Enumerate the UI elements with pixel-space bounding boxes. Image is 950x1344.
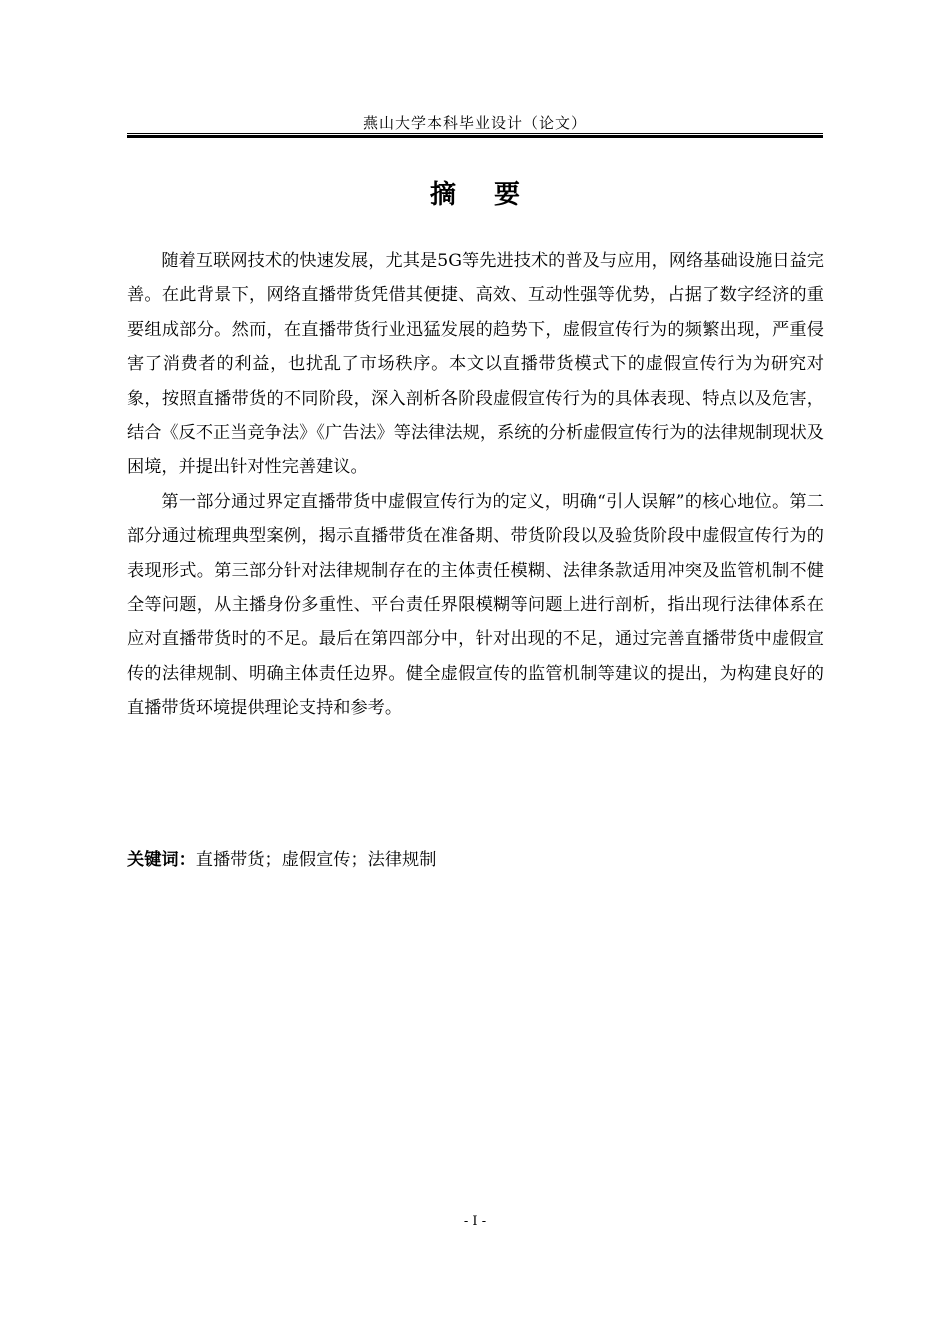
keywords-label: 关键词： xyxy=(127,850,196,870)
keywords-line xyxy=(127,845,824,875)
running-header: 燕山大学本科毕业设计（论文） xyxy=(362,114,587,132)
abstract-title-char-1: 摘 xyxy=(429,180,456,210)
keywords-value: 直播带货；虚假宣传；法律规制 xyxy=(195,850,437,870)
page-number: - I - xyxy=(463,1214,487,1229)
abstract-paragraph-2: 第一部分通过界定直播带货中虚假宣传行为的定义，明确“引人误解”的核心地位。第二部分通过梳理典型案例，揭示直播带货在准备期、带货阶段以及验货阶段中虚假宣传行为的表现形式。第三部分针对法律规制存在的主体责任模糊、法律条款适用冲突及监管机制不健全等问题，从主播身份多重性、平台责任界限模糊等问题上进行剖析，指出现行法律体系在应对直播带货时的不足。最后在第四部分中，针对出现的不足，通过完善直播带货中虚假宣传的法律规制、明确主体责任边界。健全虚假宣传的监管机制等建议的提出，为构建良好的直播带货环境提供理论支持和参考。 xyxy=(127,491,824,719)
abstract-body xyxy=(127,244,824,726)
abstract-title-char-2: 要 xyxy=(494,180,521,210)
abstract-paragraph-1: 随着互联网技术的快速发展，尤其是5G等先进技术的普及与应用，网络基础设施日益完善。在此背景下，网络直播带货凭借其便捷、高效、互动性强等优势，占据了数字经济的重要组成部分。然而，在直播带货行业迅猛发展的趋势下，虚假宣传行为的频繁出现，严重侵害了消费者的利益，也扰乱了市场秩序。本文以直播带货模式下的虚假宣传行为为研究对象，按照直播带货的不同阶段，深入剖析各阶段虚假宣传行为的具体表现、特点以及危害，结合《反不正当竞争法》《广告法》等法律法规，系统的分析虚假宣传行为的法律规制现状及困境，并提出针对性完善建议。 xyxy=(127,251,824,478)
header-rule-thin xyxy=(127,133,823,134)
header-rule-thick xyxy=(127,135,823,138)
abstract-title xyxy=(127,177,823,213)
